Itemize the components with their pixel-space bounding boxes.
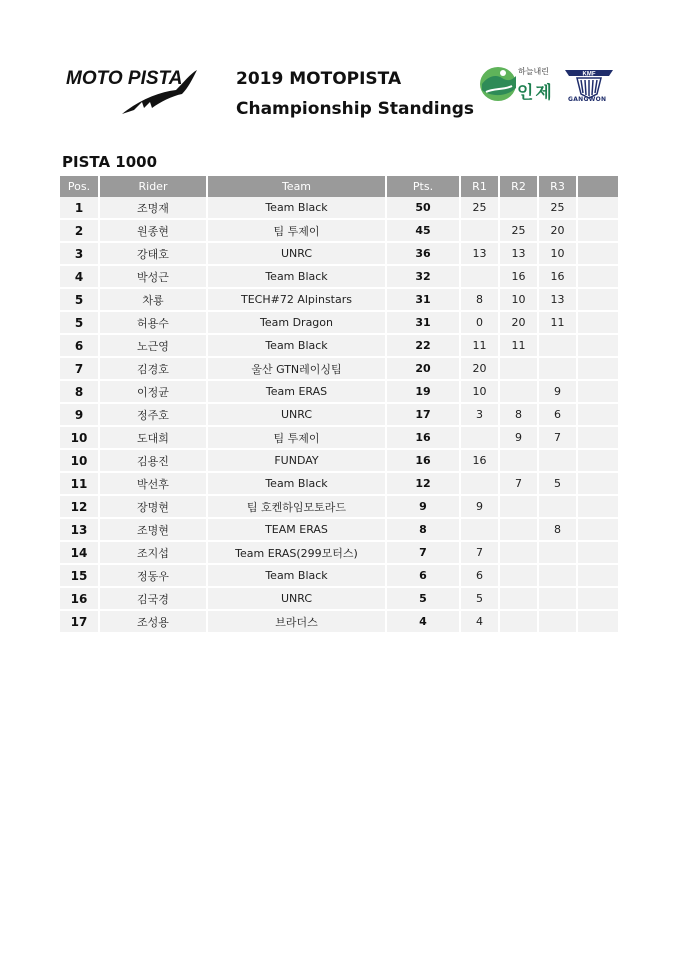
r3-cell xyxy=(539,450,578,473)
rider-cell: 김경호 xyxy=(100,358,208,381)
pos-cell: 12 xyxy=(60,496,100,519)
extra-cell xyxy=(578,496,618,519)
team-cell: 팀 투제이 xyxy=(208,427,387,450)
header-team: Team xyxy=(208,176,387,197)
team-cell: Team Dragon xyxy=(208,312,387,335)
class-title: PISTA 1000 xyxy=(62,153,158,171)
extra-cell xyxy=(578,358,618,381)
r1-cell: 9 xyxy=(461,496,500,519)
table-row xyxy=(60,243,618,266)
r3-cell xyxy=(539,335,578,358)
extra-cell xyxy=(578,450,618,473)
header-pts: Pts. xyxy=(387,176,461,197)
table-row xyxy=(60,358,618,381)
r2-cell xyxy=(500,197,539,220)
pos-cell: 7 xyxy=(60,358,100,381)
r1-cell: 10 xyxy=(461,381,500,404)
rider-cell: 노근영 xyxy=(100,335,208,358)
r3-cell: 13 xyxy=(539,289,578,312)
inje-logo-big-text: 인제 xyxy=(517,83,554,103)
points-cell: 31 xyxy=(387,289,461,312)
r1-cell: 16 xyxy=(461,450,500,473)
table-body xyxy=(60,197,618,634)
team-cell: Team ERAS(299모터스) xyxy=(208,542,387,565)
r2-cell xyxy=(500,496,539,519)
rider-cell: 조성용 xyxy=(100,611,208,634)
points-cell: 4 xyxy=(387,611,461,634)
table-row xyxy=(60,519,618,542)
extra-cell xyxy=(578,404,618,427)
pos-cell: 1 xyxy=(60,197,100,220)
pos-cell: 6 xyxy=(60,335,100,358)
r3-cell: 7 xyxy=(539,427,578,450)
extra-cell xyxy=(578,312,618,335)
r2-cell: 16 xyxy=(500,266,539,289)
pos-cell: 3 xyxy=(60,243,100,266)
team-cell: UNRC xyxy=(208,243,387,266)
team-cell: FUNDAY xyxy=(208,450,387,473)
pos-cell: 5 xyxy=(60,289,100,312)
team-cell: UNRC xyxy=(208,588,387,611)
r1-cell: 25 xyxy=(461,197,500,220)
points-cell: 12 xyxy=(387,473,461,496)
extra-cell xyxy=(578,243,618,266)
team-cell: Team Black xyxy=(208,473,387,496)
header-r2: R2 xyxy=(500,176,539,197)
r3-cell: 6 xyxy=(539,404,578,427)
motopista-logo xyxy=(64,62,199,118)
r1-cell: 20 xyxy=(461,358,500,381)
r2-cell xyxy=(500,519,539,542)
points-cell: 19 xyxy=(387,381,461,404)
r2-cell xyxy=(500,450,539,473)
pos-cell: 13 xyxy=(60,519,100,542)
rider-cell: 조명현 xyxy=(100,519,208,542)
r3-cell xyxy=(539,542,578,565)
r1-cell: 5 xyxy=(461,588,500,611)
rider-cell: 허용수 xyxy=(100,312,208,335)
team-cell: Team Black xyxy=(208,266,387,289)
extra-cell xyxy=(578,542,618,565)
points-cell: 50 xyxy=(387,197,461,220)
table-row xyxy=(60,404,618,427)
r1-cell: 13 xyxy=(461,243,500,266)
title-line-1: 2019 MOTOPISTA xyxy=(236,69,402,89)
table-row xyxy=(60,335,618,358)
r3-cell: 5 xyxy=(539,473,578,496)
table-row xyxy=(60,565,618,588)
points-cell: 17 xyxy=(387,404,461,427)
rider-cell: 차룡 xyxy=(100,289,208,312)
rider-cell: 정주호 xyxy=(100,404,208,427)
extra-cell xyxy=(578,335,618,358)
rider-cell: 김용진 xyxy=(100,450,208,473)
r3-cell: 20 xyxy=(539,220,578,243)
header-r3: R3 xyxy=(539,176,578,197)
table-row xyxy=(60,588,618,611)
inje-logo-small-text: 하늘내린 xyxy=(518,67,549,76)
r3-cell: 16 xyxy=(539,266,578,289)
r2-cell: 9 xyxy=(500,427,539,450)
extra-cell xyxy=(578,266,618,289)
rider-cell: 박성근 xyxy=(100,266,208,289)
r1-cell: 0 xyxy=(461,312,500,335)
r3-cell: 25 xyxy=(539,197,578,220)
r1-cell: 8 xyxy=(461,289,500,312)
team-cell: Team Black xyxy=(208,565,387,588)
r2-cell: 10 xyxy=(500,289,539,312)
r2-cell: 25 xyxy=(500,220,539,243)
header-pos: Pos. xyxy=(60,176,100,197)
pos-cell: 9 xyxy=(60,404,100,427)
points-cell: 8 xyxy=(387,519,461,542)
pos-cell: 2 xyxy=(60,220,100,243)
title-line-2: Championship Standings xyxy=(236,99,475,119)
table-row xyxy=(60,542,618,565)
r3-cell xyxy=(539,496,578,519)
team-cell: 브라더스 xyxy=(208,611,387,634)
pos-cell: 5 xyxy=(60,312,100,335)
page-header xyxy=(0,0,679,140)
rider-cell: 도대희 xyxy=(100,427,208,450)
r1-cell: 7 xyxy=(461,542,500,565)
page-title xyxy=(236,64,476,124)
extra-cell xyxy=(578,519,618,542)
header-extra xyxy=(578,176,618,197)
extra-cell xyxy=(578,588,618,611)
motopista-logo-text: MOTO PISTA xyxy=(66,68,183,89)
points-cell: 16 xyxy=(387,450,461,473)
rider-cell: 강태호 xyxy=(100,243,208,266)
r2-cell xyxy=(500,588,539,611)
r3-cell: 10 xyxy=(539,243,578,266)
pos-cell: 11 xyxy=(60,473,100,496)
rider-cell: 원종현 xyxy=(100,220,208,243)
r1-cell: 4 xyxy=(461,611,500,634)
points-cell: 6 xyxy=(387,565,461,588)
points-cell: 7 xyxy=(387,542,461,565)
extra-cell xyxy=(578,427,618,450)
standings-table xyxy=(60,176,618,634)
r2-cell xyxy=(500,358,539,381)
rider-cell: 장명현 xyxy=(100,496,208,519)
points-cell: 45 xyxy=(387,220,461,243)
pos-cell: 16 xyxy=(60,588,100,611)
r1-cell xyxy=(461,266,500,289)
points-cell: 22 xyxy=(387,335,461,358)
pos-cell: 10 xyxy=(60,427,100,450)
r2-cell: 8 xyxy=(500,404,539,427)
r3-cell: 9 xyxy=(539,381,578,404)
table-row xyxy=(60,611,618,634)
extra-cell xyxy=(578,197,618,220)
table-row xyxy=(60,220,618,243)
team-cell: 울산 GTN레이싱팀 xyxy=(208,358,387,381)
r2-cell: 20 xyxy=(500,312,539,335)
r1-cell xyxy=(461,473,500,496)
r2-cell xyxy=(500,542,539,565)
kmf-logo-text: KMF xyxy=(582,71,596,78)
table-row xyxy=(60,312,618,335)
table-row xyxy=(60,289,618,312)
table-row xyxy=(60,473,618,496)
extra-cell xyxy=(578,473,618,496)
pos-cell: 10 xyxy=(60,450,100,473)
team-cell: Team ERAS xyxy=(208,381,387,404)
r3-cell xyxy=(539,611,578,634)
points-cell: 5 xyxy=(387,588,461,611)
rider-cell: 김국경 xyxy=(100,588,208,611)
r1-cell: 11 xyxy=(461,335,500,358)
r2-cell xyxy=(500,381,539,404)
r1-cell: 6 xyxy=(461,565,500,588)
r3-cell: 11 xyxy=(539,312,578,335)
extra-cell xyxy=(578,381,618,404)
team-cell: 팀 투제이 xyxy=(208,220,387,243)
points-cell: 16 xyxy=(387,427,461,450)
table-row xyxy=(60,197,618,220)
table-row xyxy=(60,381,618,404)
rider-cell: 정동우 xyxy=(100,565,208,588)
points-cell: 9 xyxy=(387,496,461,519)
extra-cell xyxy=(578,220,618,243)
table-header-row xyxy=(60,176,618,197)
table-row xyxy=(60,427,618,450)
pos-cell: 4 xyxy=(60,266,100,289)
kmf-logo-subtext: GANGWON xyxy=(568,96,607,103)
r1-cell xyxy=(461,220,500,243)
extra-cell xyxy=(578,289,618,312)
table-row xyxy=(60,450,618,473)
points-cell: 32 xyxy=(387,266,461,289)
rider-cell: 이정균 xyxy=(100,381,208,404)
extra-cell xyxy=(578,565,618,588)
extra-cell xyxy=(578,611,618,634)
r2-cell: 13 xyxy=(500,243,539,266)
r3-cell xyxy=(539,588,578,611)
team-cell: 팀 호켄하임모토라드 xyxy=(208,496,387,519)
r2-cell: 7 xyxy=(500,473,539,496)
r3-cell: 8 xyxy=(539,519,578,542)
team-cell: UNRC xyxy=(208,404,387,427)
header-r1: R1 xyxy=(461,176,500,197)
points-cell: 20 xyxy=(387,358,461,381)
r1-cell xyxy=(461,519,500,542)
header-rider: Rider xyxy=(100,176,208,197)
r2-cell: 11 xyxy=(500,335,539,358)
r2-cell xyxy=(500,565,539,588)
table-row xyxy=(60,266,618,289)
pos-cell: 17 xyxy=(60,611,100,634)
pos-cell: 15 xyxy=(60,565,100,588)
rider-cell: 조명재 xyxy=(100,197,208,220)
rider-cell: 조지섭 xyxy=(100,542,208,565)
team-cell: Team Black xyxy=(208,335,387,358)
points-cell: 36 xyxy=(387,243,461,266)
points-cell: 31 xyxy=(387,312,461,335)
pos-cell: 14 xyxy=(60,542,100,565)
team-cell: TEAM ERAS xyxy=(208,519,387,542)
r3-cell xyxy=(539,565,578,588)
team-cell: TECH#72 Alpinstars xyxy=(208,289,387,312)
r1-cell xyxy=(461,427,500,450)
rider-cell: 박선후 xyxy=(100,473,208,496)
team-cell: Team Black xyxy=(208,197,387,220)
r1-cell: 3 xyxy=(461,404,500,427)
table-row xyxy=(60,496,618,519)
r3-cell xyxy=(539,358,578,381)
pos-cell: 8 xyxy=(60,381,100,404)
r2-cell xyxy=(500,611,539,634)
